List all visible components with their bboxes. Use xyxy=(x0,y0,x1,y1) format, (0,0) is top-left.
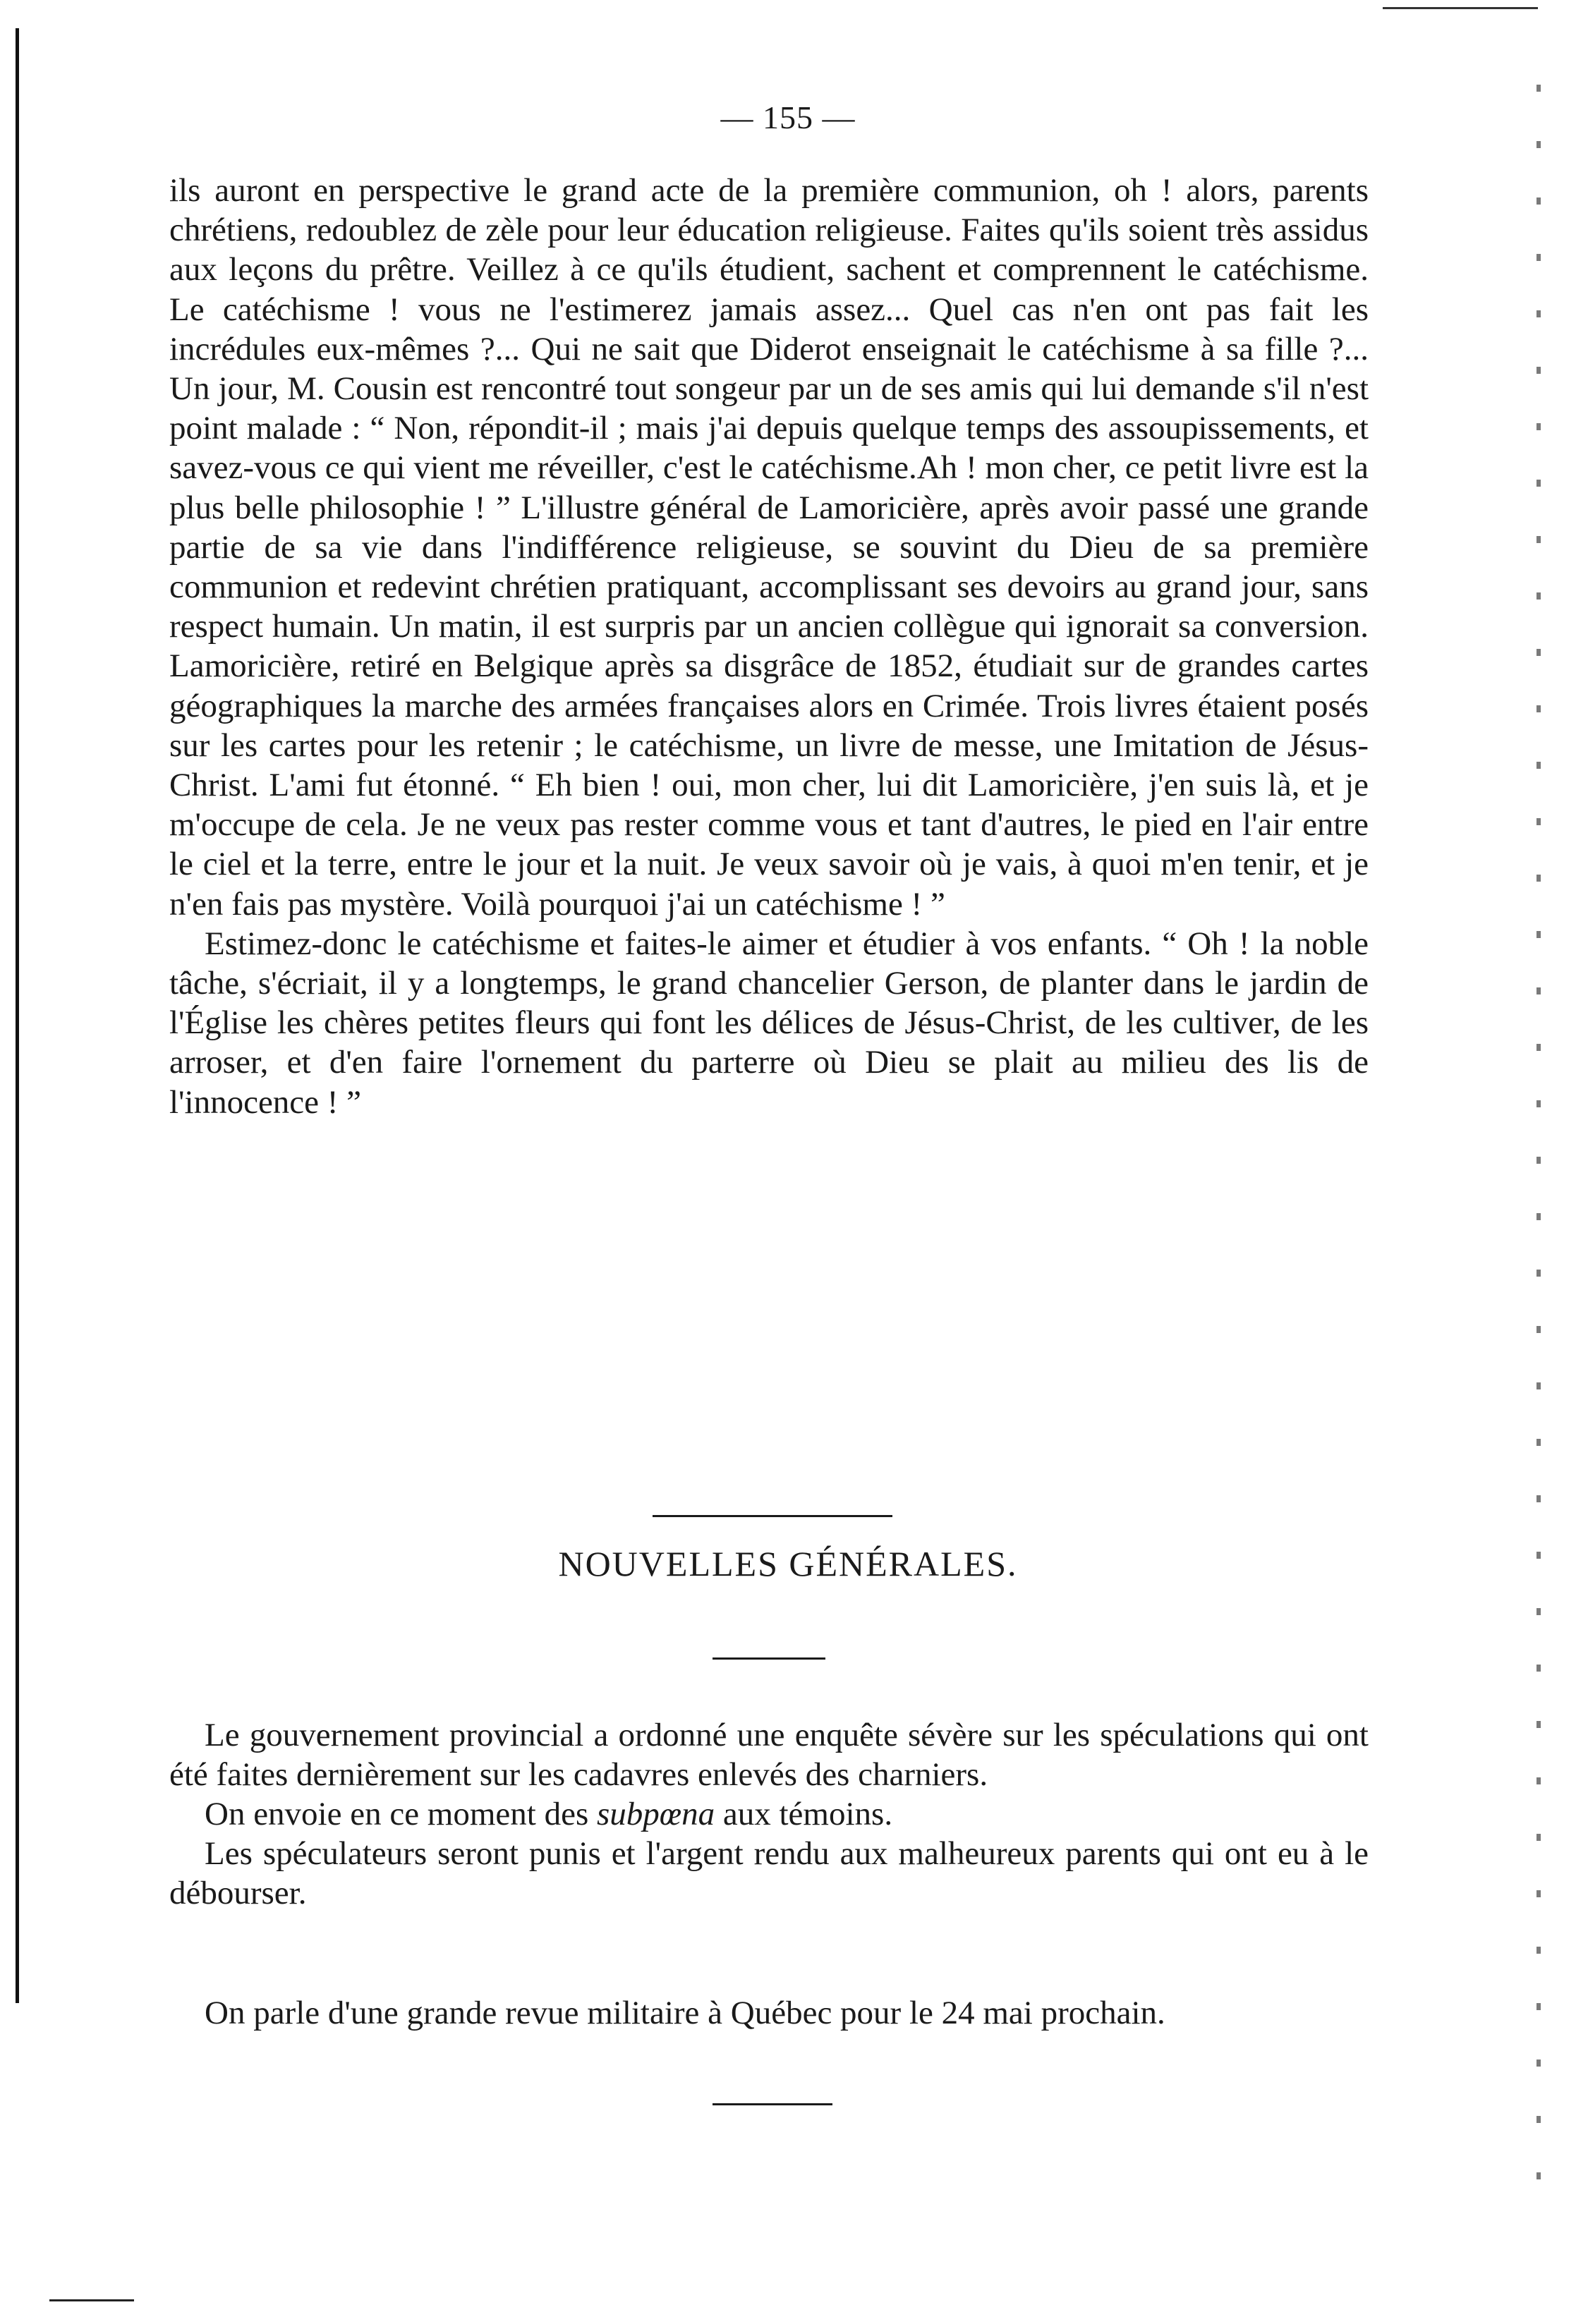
news-item-text: On envoie en ce moment des xyxy=(205,1796,597,1832)
news-item xyxy=(169,1794,1369,1834)
scan-bottom-mark xyxy=(49,2299,134,2301)
news-item: Les spéculateurs seront punis et l'argent rendu aux malheureux parents qui ont eu à le débourser. xyxy=(169,1835,1369,1911)
paragraph: ils auront en perspective le grand acte de la première communion, oh ! alors, parents chrétiens, redoublez de zèle pour leur éducation religieuse. Faites qu'ils soient très assidus aux leçons du prêtre. Veillez à ce qu'ils étudient, sachent et comprennent le catéchisme. Le catéchisme ! vous ne l'estimerez jamais assez... Quel cas n'en ont pas fait les incrédules eux-mêmes ?... Qui ne sait que Diderot enseignait le catéchisme à sa fille ?... Un jour, M. Cousin est rencontré tout songeur par un de ses amis qui lui demande s'il n'est point malade : “ Non, répondit-il ; mais j'ai depuis quelque temps des assoupissements, et savez-vous ce qui vient me réveiller, c'est le catéchisme.Ah ! mon cher, ce petit livre est la plus belle philosophie ! ” L'illustre général de Lamoricière, après avoir passé une grande partie de sa vie dans l'indifférence religieuse, se souvint du Dieu de sa première communion et redevint chrétien pratiquant, accomplissant ses devoirs au grand jour, sans respect humain. Un matin, il est surpris par un ancien collègue qui ignorait sa conversion. Lamoricière, retiré en Belgique après sa disgrâce de 1852, étudiait sur de grandes cartes géographiques la marche des armées françaises alors en Crimée. Trois livres étaient posés sur les cartes pour les retenir ; le catéchisme, un livre de messe, une Imitation de Jésus-Christ. L'ami fut étonné. “ Eh bien ! oui, mon cher, lui dit Lamoricière, j'en suis là, et je m'occupe de cela. Je ne veux pas rester comme vous et tant d'autres, le pied en l'air entre le ciel et la terre, entre le jour et la nuit. Je veux savoir où je vais, à quoi m'en tenir, et je n'en fais pas mystère. Voilà pourquoi j'ai un catéchisme ! ” xyxy=(169,172,1369,923)
scan-left-edge xyxy=(16,28,19,2003)
news-block xyxy=(169,1993,1369,2033)
news-item-italic: subpœna xyxy=(597,1796,715,1832)
body-text xyxy=(169,171,1369,1122)
news-item: On parle d'une grande revue militaire à Québec pour le 24 mai prochain. xyxy=(205,1995,1165,2031)
page-number: — 155 — xyxy=(720,99,856,135)
closing-divider xyxy=(713,2103,832,2105)
scan-right-speckle xyxy=(1536,85,1541,2201)
section-divider xyxy=(653,1515,892,1517)
news-block xyxy=(169,1715,1369,1913)
news-item: Le gouvernement provincial a ordonné une enquête sévère sur les spéculations qui ont été faites dernièrement sur les cadavres enlevés des charniers. xyxy=(169,1717,1369,1793)
heading-underline xyxy=(713,1657,825,1660)
news-item-text: aux témoins. xyxy=(715,1796,893,1832)
paragraph: Estimez-donc le catéchisme et faites-le aimer et étudier à vos enfants. “ Oh ! la noble tâche, s'écriait, il y a longtemps, le grand chancelier Gerson, de planter dans le jardin de l'Église les chères petites fleurs qui font les délices de Jésus-Christ, de les cultiver, de les arroser, et d'en faire l'ornement du parterre où Dieu se plait au milieu des lis de l'innocence ! ” xyxy=(169,925,1369,1121)
section-heading: NOUVELLES GÉNÉRALES. xyxy=(558,1544,1018,1583)
scan-top-mark xyxy=(1383,7,1538,9)
